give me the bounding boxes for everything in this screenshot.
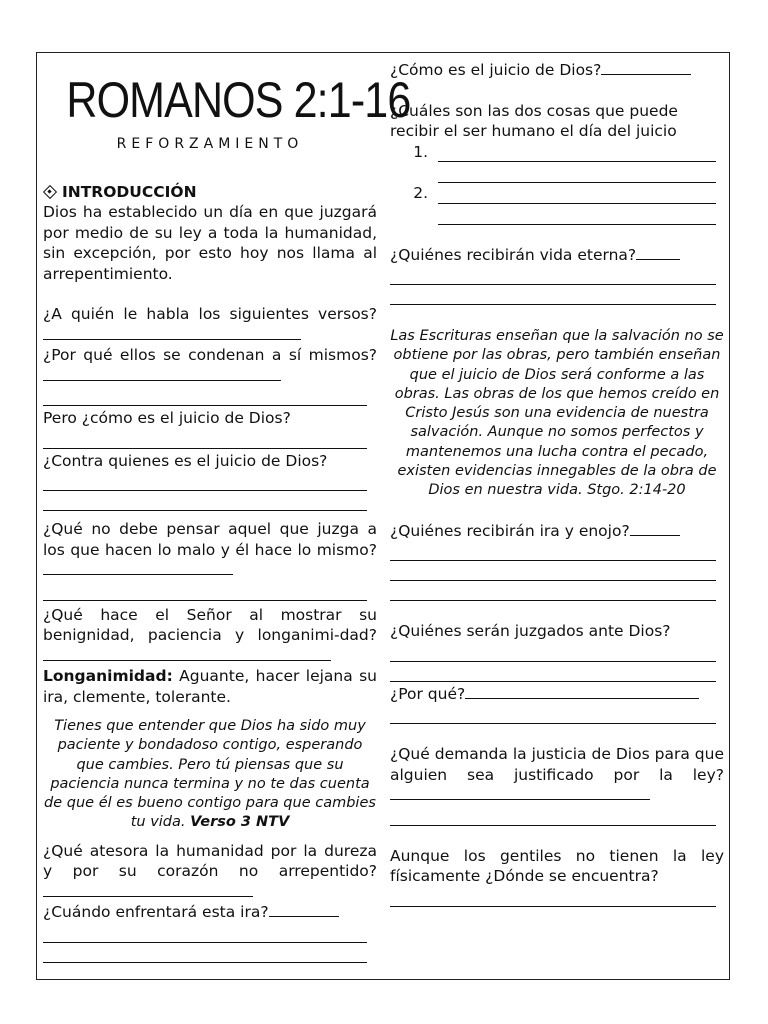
answer-line[interactable] [438, 204, 716, 225]
intro-heading [43, 182, 377, 202]
answer-line[interactable] [43, 923, 367, 943]
answer-line[interactable] [269, 902, 339, 917]
answer-line[interactable] [390, 887, 716, 907]
definition [43, 666, 377, 707]
answer-line[interactable] [390, 285, 716, 305]
left-column [43, 52, 411, 963]
list-item [390, 183, 724, 204]
question-text: ¿Quiénes recibirán vida eterna? [390, 245, 637, 264]
page-title: ROMANOS 2:1-16 [66, 72, 411, 128]
page-subtitle: REFORZAMIENTO [116, 136, 304, 152]
question-text: ¿Qué demanda la justicia de Dios para que alguien sea justificado por la ley? [390, 745, 724, 784]
right-column [390, 52, 724, 907]
answer-line[interactable] [390, 541, 716, 561]
answer-line[interactable] [43, 366, 281, 381]
question-right-1 [390, 60, 724, 81]
question-text: ¿Por qué ellos se condenan a sí mismos? [43, 346, 377, 364]
question-right-5 [390, 621, 724, 642]
question-text: ¿Cuándo enfrentará esta ira? [43, 903, 269, 922]
answer-line[interactable] [390, 806, 716, 826]
quote-block-right: Las Escrituras enseñan que la salvación no se obtiene por las obras, pero también enseñan que el juicio de Dios será conforme a las obras. Las obras de los que hemos creído en Cristo Jesús son una evidencia de nuestra salvación. Aunque no somos perfectos y mantenemos una lucha contra el pecado, existen evidencias innegables de la obra de Dios en nuestra vida. Stgo. 2:14-20 [390, 328, 724, 499]
question-left-4 [43, 451, 377, 472]
question-right-7 [390, 744, 724, 806]
answer-line[interactable] [43, 943, 367, 963]
question-left-8 [43, 902, 377, 923]
question-left-1 [43, 304, 377, 345]
question-left-6 [43, 605, 377, 667]
answer-line[interactable] [601, 60, 691, 75]
question-text: ¿Qué hace el Señor al mostrar su benignidad, paciencia y longanimi-dad? [43, 605, 377, 644]
question-right-6 [390, 684, 724, 705]
intro-text: Dios ha establecido un día en que juzgará por medio de su ley a toda la humanidad, sin excepción, por esto hoy nos llama al arrepentimiento. [43, 203, 377, 283]
question-left-2 [43, 345, 377, 386]
question-text: Pero ¿cómo es el juicio de Dios? [43, 409, 291, 427]
question-right-2: ¿Cuáles son las dos cosas que puede recibir el ser humano el día del juicio [390, 101, 678, 140]
question-left-5 [43, 519, 377, 581]
answer-line[interactable] [390, 581, 716, 601]
answer-line[interactable] [43, 560, 233, 575]
question-left-7 [43, 841, 377, 903]
question-text: ¿Qué atesora la humanidad por la dureza y por su corazón no arrepentido? [43, 841, 377, 881]
answer-line[interactable] [636, 245, 680, 260]
answer-line[interactable] [43, 581, 367, 601]
question-right-3 [390, 245, 724, 266]
question-text: ¿Quiénes serán juzgados ante Dios? [390, 622, 671, 641]
answer-line[interactable] [43, 882, 253, 897]
question-left-3 [43, 408, 377, 429]
question-text: ¿Por qué? [390, 684, 466, 703]
question-right-8 [390, 846, 724, 887]
list-item [390, 142, 724, 163]
answer-line[interactable] [630, 521, 680, 536]
question-text: ¿Quiénes recibirán ira y enojo? [390, 521, 630, 540]
numbered-list [390, 142, 724, 225]
answer-line[interactable] [43, 386, 367, 406]
question-text: ¿Contra quienes es el juicio de Dios? [43, 451, 328, 470]
answer-line[interactable] [43, 471, 367, 491]
answer-line[interactable] [43, 429, 367, 449]
quote-reference: Verso 3 NTV [190, 814, 290, 831]
answer-line[interactable] [438, 162, 716, 183]
answer-line[interactable] [390, 561, 716, 581]
answer-line[interactable] [43, 325, 301, 340]
question-text: ¿A quién le habla los siguientes versos? [43, 305, 377, 323]
list-number: 1. [413, 142, 428, 161]
answer-line[interactable] [465, 684, 699, 699]
intro-heading-label: INTRODUCCIÓN [62, 183, 197, 201]
answer-line[interactable] [390, 785, 650, 800]
answer-line[interactable] [390, 662, 716, 682]
answer-line[interactable] [43, 491, 367, 511]
answer-line[interactable] [438, 143, 716, 162]
answer-line[interactable] [390, 642, 716, 662]
answer-line[interactable] [438, 185, 716, 204]
question-right-4 [390, 521, 724, 542]
definition-text: Aguante, hacer lejana su ira, clemente, tolerante. [43, 667, 377, 706]
question-text: Aunque los gentiles no tienen la ley físicamente ¿Dónde se encuentra? [390, 846, 724, 886]
quote-text: Tienes que entender que Dios ha sido muy paciente y bondadoso contigo, esperando que cambies. Pero tú piensas que su paciencia nunca termina y no te das cuenta de que él es bueno contigo para que cambies tu vida. [44, 718, 376, 831]
definition-term: Longanimidad: [43, 667, 173, 685]
question-text: ¿Qué no debe pensar aquel que juzga a los que hacen lo malo y él hace lo mismo? [43, 520, 377, 559]
quote-block-left [43, 717, 377, 833]
answer-line[interactable] [390, 704, 716, 724]
answer-line[interactable] [390, 265, 716, 285]
answer-line[interactable] [43, 646, 331, 661]
question-text: ¿Cómo es el juicio de Dios? [390, 61, 602, 79]
list-number: 2. [413, 184, 428, 202]
diamond-icon [43, 185, 56, 198]
